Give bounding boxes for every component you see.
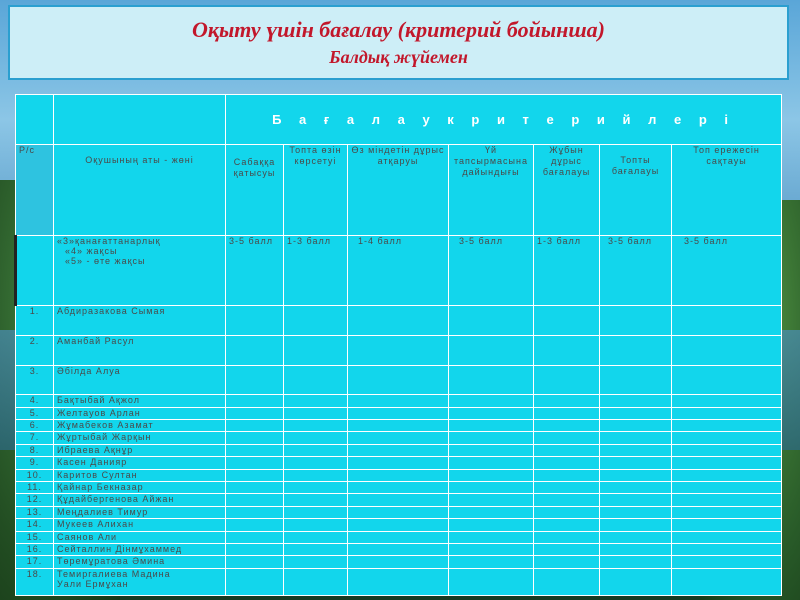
score-cell[interactable] — [600, 519, 672, 531]
slide-title: Оқыту үшін бағалау (критерий бойынша) — [192, 17, 605, 42]
score-cell[interactable] — [284, 469, 348, 481]
student-number: 4. — [16, 395, 54, 407]
score-cell[interactable] — [348, 407, 449, 419]
score-cell[interactable] — [449, 432, 534, 444]
score-cell[interactable] — [449, 531, 534, 543]
score-cell[interactable] — [600, 481, 672, 493]
student-number: 5. — [16, 407, 54, 419]
student-row — [16, 568, 782, 595]
score-cell[interactable] — [226, 506, 284, 518]
score-cell[interactable] — [672, 432, 782, 444]
score-cell[interactable] — [449, 365, 534, 394]
score-cell[interactable] — [672, 444, 782, 456]
score-cell[interactable] — [600, 506, 672, 518]
student-row — [16, 543, 782, 555]
score-cell[interactable] — [449, 336, 534, 365]
student-name-text: Саянов Али — [57, 531, 118, 542]
score-cell[interactable] — [226, 543, 284, 555]
student-name-text: Меңдалиев Тимур — [57, 506, 149, 517]
score-cell[interactable] — [348, 556, 449, 568]
score-cell[interactable] — [284, 519, 348, 531]
score-cell[interactable] — [534, 444, 600, 456]
score-cell[interactable] — [284, 444, 348, 456]
score-cell[interactable] — [672, 407, 782, 419]
score-cell[interactable] — [226, 365, 284, 394]
col-header-name: Оқушының аты - жөні — [54, 144, 226, 235]
student-number: 11. — [16, 481, 54, 493]
score-cell[interactable] — [348, 568, 449, 595]
score-cell[interactable] — [348, 506, 449, 518]
score-cell[interactable] — [449, 556, 534, 568]
score-cell[interactable] — [534, 494, 600, 506]
score-cell[interactable] — [348, 531, 449, 543]
score-cell[interactable] — [600, 336, 672, 365]
student-name — [54, 543, 226, 555]
score-cell[interactable] — [449, 444, 534, 456]
score-cell[interactable] — [226, 395, 284, 407]
score-cell[interactable] — [449, 419, 534, 431]
student-number: 1. — [16, 306, 54, 336]
score-cell[interactable] — [284, 457, 348, 469]
score-cell[interactable] — [449, 407, 534, 419]
col-header-num: Р/с — [16, 144, 54, 235]
score-cell[interactable] — [348, 365, 449, 394]
slide-subtitle: Балдық жүйемен — [329, 47, 468, 67]
score-cell[interactable] — [449, 519, 534, 531]
score-cell[interactable] — [226, 419, 284, 431]
score-cell[interactable] — [534, 556, 600, 568]
score-cell[interactable] — [284, 432, 348, 444]
score-cell[interactable] — [534, 543, 600, 555]
student-number: 3. — [16, 365, 54, 394]
score-cell[interactable] — [672, 419, 782, 431]
criteria-header-row — [16, 95, 782, 145]
student-row — [16, 469, 782, 481]
student-name — [54, 494, 226, 506]
student-number: 9. — [16, 457, 54, 469]
student-number: 15. — [16, 531, 54, 543]
student-row — [16, 419, 782, 431]
score-cell[interactable] — [600, 494, 672, 506]
score-cell[interactable] — [284, 395, 348, 407]
score-cell[interactable] — [449, 494, 534, 506]
score-cell[interactable] — [672, 365, 782, 394]
student-number: 6. — [16, 419, 54, 431]
score-cell[interactable] — [672, 568, 782, 595]
student-name — [54, 336, 226, 365]
student-name — [54, 469, 226, 481]
points-cell: 1-4 балл — [348, 236, 449, 306]
score-cell[interactable] — [449, 395, 534, 407]
score-cell[interactable] — [600, 457, 672, 469]
score-cell[interactable] — [226, 336, 284, 365]
student-row — [16, 407, 782, 419]
score-cell[interactable] — [284, 531, 348, 543]
score-cell[interactable] — [534, 469, 600, 481]
student-row — [16, 444, 782, 456]
student-name-text: Қайнар Бекназар — [57, 481, 144, 492]
student-number: 13. — [16, 506, 54, 518]
student-row — [16, 556, 782, 568]
score-cell[interactable] — [449, 543, 534, 555]
score-cell[interactable] — [284, 543, 348, 555]
score-cell[interactable] — [534, 568, 600, 595]
score-cell[interactable] — [284, 568, 348, 595]
criterion-header: Өз міндетін дұрыс атқаруы — [348, 144, 449, 235]
student-name — [54, 395, 226, 407]
student-name-text: Касен Данияр — [57, 457, 128, 468]
points-cell: 3-5 балл — [226, 236, 284, 306]
student-name — [54, 444, 226, 456]
points-cell: 3-5 балл — [672, 236, 782, 306]
score-cell[interactable] — [348, 306, 449, 336]
grading-scale — [54, 236, 226, 306]
score-cell[interactable] — [226, 481, 284, 493]
score-cell[interactable] — [534, 419, 600, 431]
student-name — [54, 568, 226, 595]
score-cell[interactable] — [226, 432, 284, 444]
score-cell[interactable] — [600, 365, 672, 394]
student-name-text: Жұртыбай Жарқын — [57, 432, 152, 443]
assessment-table — [14, 94, 782, 596]
score-cell[interactable] — [600, 556, 672, 568]
column-header-row — [16, 144, 782, 235]
student-name — [54, 432, 226, 444]
student-name — [54, 519, 226, 531]
student-name-text: Каритов Султан — [57, 469, 138, 480]
score-cell[interactable] — [534, 365, 600, 394]
score-cell[interactable] — [348, 481, 449, 493]
score-cell[interactable] — [672, 556, 782, 568]
scale-line: «5» - өте жақсы — [65, 256, 146, 267]
score-cell[interactable] — [672, 336, 782, 365]
student-row — [16, 336, 782, 365]
scale-row — [16, 236, 782, 306]
score-cell[interactable] — [600, 543, 672, 555]
score-cell[interactable] — [672, 543, 782, 555]
student-name-text: Мукеев Алихан — [57, 519, 135, 530]
score-cell[interactable] — [226, 306, 284, 336]
student-name — [54, 556, 226, 568]
points-cell: 1-3 балл — [284, 236, 348, 306]
score-cell[interactable] — [672, 469, 782, 481]
score-cell[interactable] — [534, 407, 600, 419]
student-name-text: Бақтыбай Ақжол — [57, 395, 140, 406]
score-cell[interactable] — [348, 543, 449, 555]
student-name-text: Ибраева Ақнұр — [57, 444, 134, 455]
score-cell[interactable] — [534, 336, 600, 365]
score-cell[interactable] — [672, 457, 782, 469]
criterion-header: Үй тапсырмасына дайындығы — [449, 144, 534, 235]
score-cell[interactable] — [284, 365, 348, 394]
student-name — [54, 407, 226, 419]
student-name-text: Абдиразакова Сымая — [57, 306, 166, 316]
student-name — [54, 306, 226, 336]
score-cell[interactable] — [600, 432, 672, 444]
score-cell[interactable] — [672, 395, 782, 407]
criterion-header: Топ ережесін сақтауы — [672, 144, 782, 235]
student-name-text: Құдайбергенова Айжан — [57, 494, 175, 505]
score-cell[interactable] — [348, 519, 449, 531]
student-name-text: Желтауов Арлан — [57, 407, 141, 418]
title-box — [8, 5, 789, 80]
score-cell[interactable] — [348, 494, 449, 506]
student-name-text: Аманбай Расул — [57, 336, 135, 347]
score-cell[interactable] — [449, 306, 534, 336]
score-cell[interactable] — [226, 531, 284, 543]
student-row — [16, 481, 782, 493]
student-row — [16, 395, 782, 407]
score-cell[interactable] — [284, 494, 348, 506]
score-cell[interactable] — [226, 519, 284, 531]
student-row — [16, 457, 782, 469]
student-number: 10. — [16, 469, 54, 481]
student-number: 17. — [16, 556, 54, 568]
scale-line: «4» жақсы — [65, 246, 118, 257]
score-cell[interactable] — [226, 469, 284, 481]
scale-line: «3»қанағаттанарлық — [57, 236, 161, 247]
score-cell[interactable] — [284, 306, 348, 336]
student-row — [16, 432, 782, 444]
student-row — [16, 506, 782, 518]
score-cell[interactable] — [600, 419, 672, 431]
score-cell[interactable] — [348, 432, 449, 444]
score-cell[interactable] — [672, 531, 782, 543]
student-name — [54, 365, 226, 394]
student-name-text: Уали Ермұхан — [57, 578, 129, 589]
score-cell[interactable] — [600, 306, 672, 336]
score-cell[interactable] — [226, 556, 284, 568]
score-cell[interactable] — [600, 407, 672, 419]
score-cell[interactable] — [534, 432, 600, 444]
student-number: 2. — [16, 336, 54, 365]
criterion-header: Топта өзін көрсетуі — [284, 144, 348, 235]
score-cell[interactable] — [348, 419, 449, 431]
score-cell[interactable] — [600, 531, 672, 543]
student-number: 12. — [16, 494, 54, 506]
score-cell[interactable] — [284, 481, 348, 493]
criterion-header: Жұбын дұрыс бағалауы — [534, 144, 600, 235]
student-name-text: Әбілда Алуа — [57, 365, 121, 376]
student-row — [16, 306, 782, 336]
score-cell[interactable] — [672, 494, 782, 506]
points-cell: 3-5 балл — [449, 236, 534, 306]
score-cell[interactable] — [534, 519, 600, 531]
student-name — [54, 457, 226, 469]
score-cell[interactable] — [600, 568, 672, 595]
student-name — [54, 481, 226, 493]
student-name-text: Төремұратова Әмина — [57, 556, 166, 567]
score-cell[interactable] — [348, 336, 449, 365]
student-name — [54, 506, 226, 518]
score-cell[interactable] — [534, 506, 600, 518]
student-row — [16, 494, 782, 506]
corner-cell — [16, 95, 54, 145]
score-cell[interactable] — [449, 568, 534, 595]
score-cell[interactable] — [534, 395, 600, 407]
score-cell[interactable] — [672, 519, 782, 531]
scale-num-cell — [16, 236, 54, 306]
criterion-header: Сабаққа қатысуы — [226, 144, 284, 235]
criterion-header: Топты бағалауы — [600, 144, 672, 235]
student-number: 8. — [16, 444, 54, 456]
score-cell[interactable] — [348, 457, 449, 469]
score-cell[interactable] — [226, 494, 284, 506]
score-cell[interactable] — [284, 407, 348, 419]
student-row — [16, 531, 782, 543]
score-cell[interactable] — [226, 568, 284, 595]
score-cell[interactable] — [534, 481, 600, 493]
score-cell[interactable] — [600, 444, 672, 456]
score-cell[interactable] — [672, 506, 782, 518]
score-cell[interactable] — [534, 531, 600, 543]
corner-cell — [54, 95, 226, 145]
student-name-text: Жұмабеков Азамат — [57, 419, 154, 430]
score-cell[interactable] — [672, 306, 782, 336]
student-name-text: Сейталлин Дінмұхаммед — [57, 543, 183, 554]
score-cell[interactable] — [534, 306, 600, 336]
score-cell[interactable] — [284, 419, 348, 431]
student-row — [16, 365, 782, 394]
score-cell[interactable] — [449, 457, 534, 469]
score-cell[interactable] — [226, 457, 284, 469]
score-cell[interactable] — [534, 457, 600, 469]
score-cell[interactable] — [226, 407, 284, 419]
score-cell[interactable] — [226, 444, 284, 456]
score-cell[interactable] — [449, 506, 534, 518]
student-name — [54, 419, 226, 431]
score-cell[interactable] — [348, 444, 449, 456]
score-cell[interactable] — [284, 506, 348, 518]
score-cell[interactable] — [600, 395, 672, 407]
student-name-text: Темиргалиева Мадина — [57, 568, 171, 579]
student-row — [16, 519, 782, 531]
student-number: 16. — [16, 543, 54, 555]
points-cell: 1-3 балл — [534, 236, 600, 306]
student-number: 18. — [16, 568, 54, 595]
criteria-header: Б а ғ а л а у к р и т е р и й л е р і — [226, 95, 782, 145]
score-cell[interactable] — [600, 469, 672, 481]
score-cell[interactable] — [348, 395, 449, 407]
points-cell: 3-5 балл — [600, 236, 672, 306]
score-cell[interactable] — [284, 336, 348, 365]
score-cell[interactable] — [348, 469, 449, 481]
score-cell[interactable] — [284, 556, 348, 568]
score-cell[interactable] — [449, 481, 534, 493]
score-cell[interactable] — [672, 481, 782, 493]
student-number: 14. — [16, 519, 54, 531]
student-number: 7. — [16, 432, 54, 444]
student-name — [54, 531, 226, 543]
score-cell[interactable] — [449, 469, 534, 481]
